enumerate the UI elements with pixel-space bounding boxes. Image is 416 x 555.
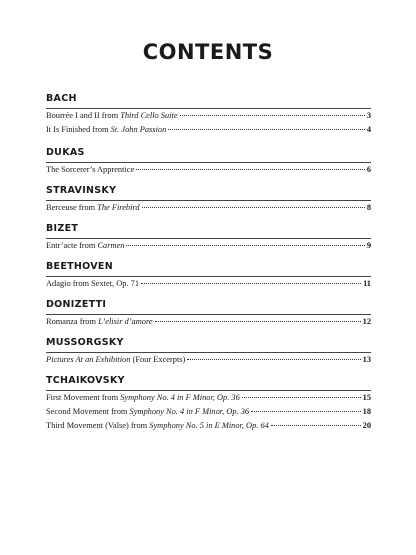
dot-leader	[126, 245, 364, 246]
entry-title: Bourrée I and II from Third Cello Suite	[46, 111, 178, 120]
dot-leader	[136, 169, 365, 170]
toc-entry[interactable]	[46, 163, 371, 177]
section-stravinsky	[46, 184, 371, 215]
composer-heading: DONIZETTI	[46, 299, 107, 310]
entry-title: Berceuse from The Firebird	[46, 203, 140, 212]
entry-title: Entr’acte from Carmen	[46, 241, 125, 250]
toc-entry[interactable]	[46, 277, 371, 291]
page-number: 18	[362, 407, 371, 416]
page-number: 9	[366, 241, 371, 250]
toc-entry[interactable]	[46, 353, 371, 367]
page-number: 3	[366, 111, 371, 120]
entry-title: It Is Finished from St. John Passion	[46, 125, 167, 134]
page-number: 15	[362, 393, 371, 402]
page-number: 8	[366, 203, 371, 212]
page-number: 6	[366, 165, 371, 174]
composer-heading: MUSSORGSKY	[46, 337, 124, 348]
composer-heading: BACH	[46, 93, 77, 104]
section-beethoven	[46, 260, 371, 291]
section-tchaikovsky	[46, 374, 371, 433]
composer-heading: STRAVINSKY	[46, 185, 117, 196]
toc-entry[interactable]	[46, 239, 371, 253]
toc-entry[interactable]	[46, 419, 371, 433]
dot-leader	[155, 321, 361, 322]
dot-leader	[180, 115, 365, 116]
section-mussorgsky	[46, 336, 371, 367]
entry-title: Romanza from L’elisir d’amore	[46, 317, 153, 326]
page-number: 12	[362, 317, 371, 326]
dot-leader	[242, 397, 361, 398]
dot-leader	[187, 359, 360, 360]
composer-heading: BIZET	[46, 223, 79, 234]
page-number: 11	[363, 279, 371, 288]
entry-title: First Movement from Symphony No. 4 in F Minor, Op. 36	[46, 393, 240, 402]
entry-title: Third Movement (Valse) from Symphony No. 5 in E Minor, Op. 64	[46, 421, 269, 430]
composer-heading: DUKAS	[46, 147, 85, 158]
page-number: 20	[362, 421, 371, 430]
dot-leader	[251, 411, 361, 412]
page-title: CONTENTS	[142, 40, 274, 64]
section-dukas	[46, 146, 371, 177]
page-number: 13	[362, 355, 371, 364]
dot-leader	[168, 129, 365, 130]
toc-entry[interactable]	[46, 315, 371, 329]
entry-title: Adagio from Sextet, Op. 71	[46, 279, 140, 288]
dot-leader	[141, 283, 361, 284]
page-number: 4	[366, 125, 371, 134]
toc-entry[interactable]	[46, 201, 371, 215]
dot-leader	[142, 207, 365, 208]
dot-leader	[271, 425, 361, 426]
toc-entry[interactable]	[46, 391, 371, 405]
composer-heading: BEETHOVEN	[46, 261, 113, 272]
entry-title: The Sorcerer’s Apprentice	[46, 165, 135, 174]
entry-title: Pictures At an Exhibition (Four Excerpts)	[46, 355, 186, 364]
toc-entry[interactable]	[46, 123, 371, 137]
section-donizetti	[46, 298, 371, 329]
toc-entry[interactable]	[46, 405, 371, 419]
toc-entry[interactable]	[46, 109, 371, 123]
section-bizet	[46, 222, 371, 253]
composer-heading: TCHAIKOVSKY	[46, 375, 125, 386]
section-bach	[46, 92, 371, 137]
entry-title: Second Movement from Symphony No. 4 in F Minor, Op. 36	[46, 407, 250, 416]
